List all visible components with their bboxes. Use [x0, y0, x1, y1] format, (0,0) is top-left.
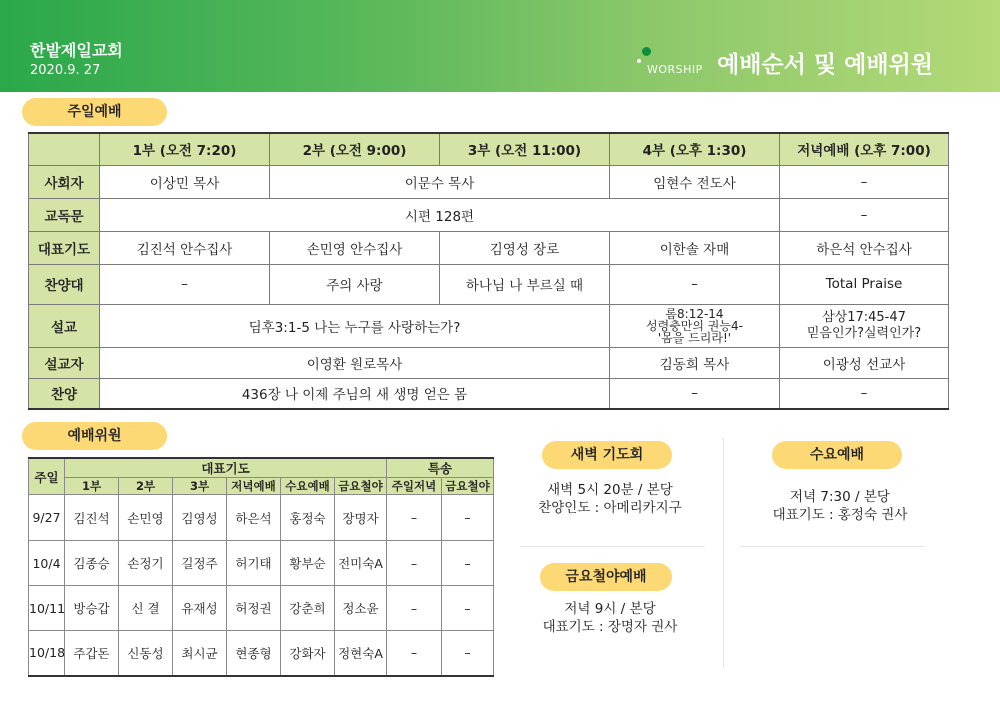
cell: 신동성	[119, 631, 173, 676]
sermon-line: 성령충만의 권능4-	[646, 318, 743, 333]
cell: –	[442, 495, 494, 541]
cell: 홍정숙	[281, 495, 335, 541]
cell: 딤후3:1-5 나는 누구를 사랑하는가?	[100, 304, 610, 347]
bulletin-date: 2020.9. 27	[30, 63, 101, 78]
sub-col: 2부	[119, 478, 173, 495]
cell: –	[387, 495, 442, 541]
cell: –	[387, 586, 442, 631]
worship-label: WORSHIP	[647, 63, 703, 76]
cell: 김종승	[65, 541, 119, 586]
cell: 현종형	[227, 631, 281, 676]
sub-col: 1부	[65, 478, 119, 495]
dawn-line: 새벽 5시 20분 / 본당	[547, 482, 673, 498]
cell: 436장 나 이제 주님의 새 생명 얻은 몸	[100, 378, 610, 409]
cell: –	[387, 541, 442, 586]
row-date: 9/27	[29, 495, 65, 541]
cell: –	[610, 378, 780, 409]
divider	[520, 546, 705, 547]
committee-pill: 예배위원	[22, 422, 167, 450]
decor-dot-icon	[642, 47, 651, 56]
cell: –	[780, 378, 949, 409]
wednesday-line: 대표기도 : 홍정숙 권사	[772, 507, 908, 523]
cell	[610, 304, 780, 347]
cell: 황부순	[281, 541, 335, 586]
cell: 이문수 목사	[270, 165, 610, 198]
cell: –	[387, 631, 442, 676]
committee-sub-header-row	[29, 478, 494, 495]
table-row	[29, 495, 494, 541]
table-row	[29, 231, 949, 264]
cell: 강화자	[281, 631, 335, 676]
sermon-line: 믿음인가?실력인가?	[806, 325, 922, 341]
col-evening: 저녁예배 (오후 7:00)	[780, 133, 949, 165]
table-row	[29, 198, 949, 231]
friday-line: 저녁 9시 / 본당	[564, 601, 656, 617]
cell	[780, 304, 949, 347]
sub-col: 3부	[173, 478, 227, 495]
cell: 이상민 목사	[100, 165, 270, 198]
cell: –	[442, 541, 494, 586]
sub-col: 금요철야	[335, 478, 387, 495]
cell: 임현수 전도사	[610, 165, 780, 198]
sub-col: 금요철야	[442, 478, 494, 495]
cell: –	[610, 264, 780, 304]
cell: 유재성	[173, 586, 227, 631]
corner-cell	[29, 133, 100, 165]
row-date: 10/18	[29, 631, 65, 676]
table-row	[29, 541, 494, 586]
row-label: 찬양대	[29, 264, 100, 304]
cell: –	[100, 264, 270, 304]
cell: 손민영 안수집사	[270, 231, 440, 264]
committee-table	[28, 457, 494, 677]
cell: 전미숙A	[335, 541, 387, 586]
col-service-2: 2부 (오전 9:00)	[270, 133, 440, 165]
page-title: 예배순서 및 예배위원	[717, 52, 933, 78]
sermon-line: '몸을 드리라!'	[657, 330, 732, 345]
cell: 강춘희	[281, 586, 335, 631]
church-name: 한밭제일교회	[30, 41, 123, 60]
cell: 하은석 안수집사	[780, 231, 949, 264]
table-row	[29, 264, 949, 304]
row-date: 10/11	[29, 586, 65, 631]
col-service-1: 1부 (오전 7:20)	[100, 133, 270, 165]
decor-dot-small-icon	[637, 59, 641, 63]
header-banner	[0, 0, 1000, 92]
wednesday-service-pill: 수요예배	[772, 441, 902, 469]
cell: –	[780, 198, 949, 231]
cell: Total Praise	[780, 264, 949, 304]
row-label: 찬양	[29, 378, 100, 409]
cell: 정현숙A	[335, 631, 387, 676]
row-label: 사회자	[29, 165, 100, 198]
cell: 손민영	[119, 495, 173, 541]
col-service-4: 4부 (오후 1:30)	[610, 133, 780, 165]
sermon-line: 삼상17:45-47	[822, 309, 906, 325]
table-row	[29, 586, 494, 631]
cell: 허기태	[227, 541, 281, 586]
cell: 하나님 나 부르실 때	[440, 264, 610, 304]
cell: –	[442, 586, 494, 631]
col-sunday: 주일	[29, 458, 65, 495]
col-group-special: 특송	[387, 458, 494, 478]
sub-col: 주일저녁	[387, 478, 442, 495]
cell: 신 결	[119, 586, 173, 631]
vertical-divider	[723, 438, 724, 668]
wednesday-line: 저녁 7:30 / 본당	[790, 489, 890, 505]
table-row	[29, 631, 494, 676]
dawn-line: 찬양인도 : 아메리카지구	[538, 500, 682, 516]
cell: –	[780, 165, 949, 198]
table-row	[29, 378, 949, 409]
table-row	[29, 347, 949, 378]
table-header-row	[29, 133, 949, 165]
cell: 김진석 안수집사	[100, 231, 270, 264]
cell: 김영성 장로	[440, 231, 610, 264]
sunday-service-table	[28, 132, 949, 410]
cell: 이광성 선교사	[780, 347, 949, 378]
cell: –	[442, 631, 494, 676]
sermon-line: 롬8:12-14	[665, 306, 724, 321]
dawn-prayer-pill: 새벽 기도회	[542, 441, 672, 469]
sub-col: 수요예배	[281, 478, 335, 495]
cell: 주갑돈	[65, 631, 119, 676]
friday-service-pill: 금요철야예배	[540, 563, 672, 591]
col-service-3: 3부 (오전 11:00)	[440, 133, 610, 165]
table-row	[29, 165, 949, 198]
cell: 이영환 원로목사	[100, 347, 610, 378]
cell: 최시균	[173, 631, 227, 676]
wednesday-service-info	[750, 488, 930, 524]
row-label: 교독문	[29, 198, 100, 231]
cell: 시편 128편	[100, 198, 780, 231]
dawn-prayer-info	[520, 481, 700, 517]
col-group-prayer: 대표기도	[65, 458, 387, 478]
row-label: 설교	[29, 304, 100, 347]
cell: 하은석	[227, 495, 281, 541]
cell: 방승갑	[65, 586, 119, 631]
cell: 정소윤	[335, 586, 387, 631]
row-label: 설교자	[29, 347, 100, 378]
friday-line: 대표기도 : 장명자 권사	[542, 619, 678, 635]
friday-service-info	[520, 600, 700, 636]
table-row	[29, 304, 949, 347]
cell: 손정기	[119, 541, 173, 586]
sunday-service-pill: 주일예배	[22, 98, 167, 126]
cell: 허정권	[227, 586, 281, 631]
sub-col: 저녁예배	[227, 478, 281, 495]
cell: 김동희 목사	[610, 347, 780, 378]
cell: 주의 사랑	[270, 264, 440, 304]
row-date: 10/4	[29, 541, 65, 586]
committee-group-row	[29, 458, 494, 478]
cell: 길정주	[173, 541, 227, 586]
cell: 이한솔 자매	[610, 231, 780, 264]
divider	[740, 546, 925, 547]
cell: 장명자	[335, 495, 387, 541]
row-label: 대표기도	[29, 231, 100, 264]
cell: 김진석	[65, 495, 119, 541]
cell: 김영성	[173, 495, 227, 541]
